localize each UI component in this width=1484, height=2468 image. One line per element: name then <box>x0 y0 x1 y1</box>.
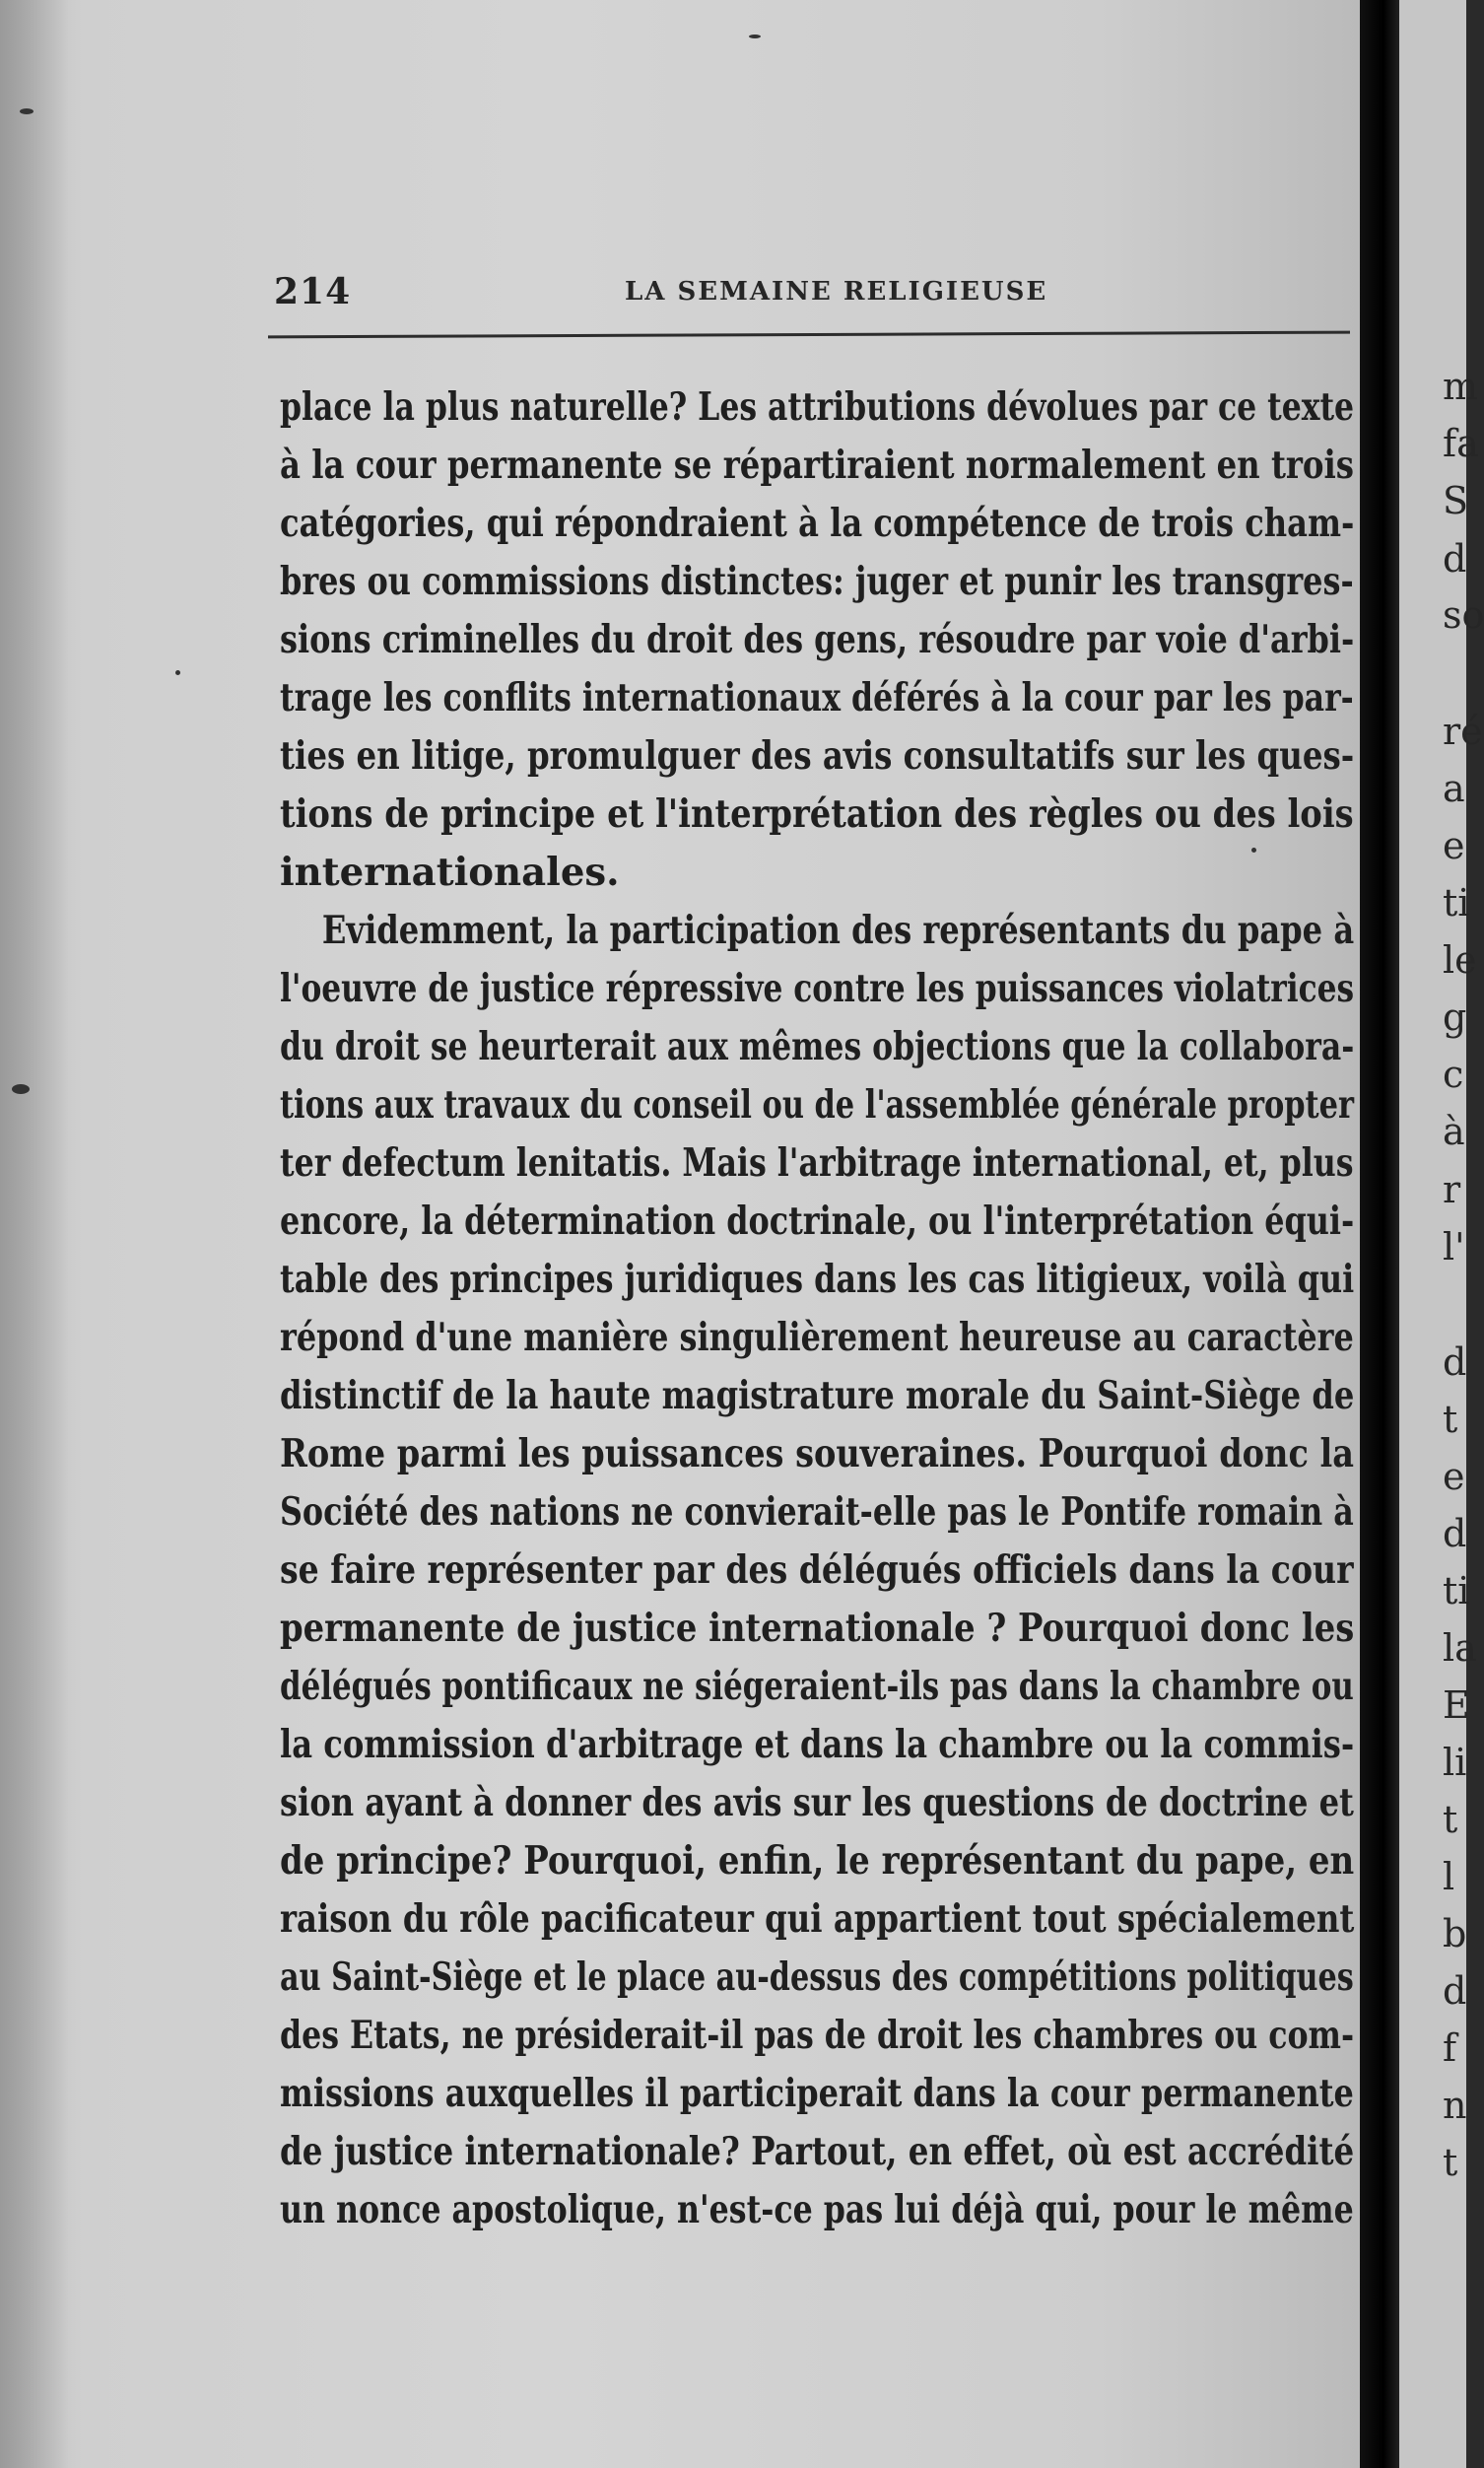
adjacent-page-fragment: g <box>1443 995 1467 1039</box>
adjacent-page-fragment: fa <box>1443 422 1479 465</box>
adjacent-page-fragment: so <box>1443 593 1484 637</box>
adjacent-page-fragment: t <box>1443 1398 1458 1441</box>
text-line: l'oeuvre de justice répressive contre les puissances violatrices <box>280 966 1355 1011</box>
adjacent-page-fragment: m <box>1443 365 1479 408</box>
adjacent-page-fragment: l <box>1443 1855 1455 1898</box>
text-line: la commission d'arbitrage et dans la chambre ou la commis- <box>280 1722 1355 1767</box>
text-line: permanente de justice internationale ? Pourquoi donc les <box>280 1606 1355 1651</box>
adjacent-page-fragment: d <box>1443 1969 1467 2013</box>
adjacent-page-fragment: e <box>1443 1455 1465 1498</box>
adjacent-page-fragment: e <box>1443 824 1465 867</box>
adjacent-page-fragment: a <box>1443 767 1465 810</box>
adjacent-page-fragment: d <box>1443 537 1467 581</box>
text-line: sions criminelles du droit des gens, résoudre par voie d'arbi- <box>280 617 1355 662</box>
text-line: à la cour permanente se répartiraient normalement en trois <box>280 443 1355 488</box>
text-line: de justice internationale? Partout, en effet, où est accrédité <box>280 2129 1355 2174</box>
header-rule <box>268 331 1350 339</box>
text-line: au Saint-Siège et le place au-dessus des compétitions politiques <box>280 1954 1354 2000</box>
text-line: internationales. <box>280 850 620 895</box>
text-line: un nonce apostolique, n'est-ce pas lui déjà qui, pour le même <box>280 2187 1354 2232</box>
text-line: Société des nations ne convierait-elle pas le Pontife romain à <box>280 1489 1354 1535</box>
text-line: encore, la détermination doctrinale, ou l'interprétation équi- <box>280 1199 1355 1244</box>
text-line: Evidemment, la participation des représentants du pape à <box>321 908 1355 953</box>
adjacent-page-fragment: n <box>1443 2084 1467 2127</box>
text-line: Rome parmi les puissances souveraines. Pourquoi donc la <box>280 1431 1355 1476</box>
adjacent-page-fragment: à <box>1443 1110 1465 1153</box>
adjacent-page-fragment: c <box>1443 1053 1464 1096</box>
adjacent-page-fragment: la <box>1443 1626 1477 1670</box>
adjacent-page-fragment: ré <box>1443 710 1483 753</box>
adjacent-page-fragment: S <box>1443 479 1469 522</box>
text-line: raison du rôle pacificateur qui appartient tout spécialement <box>280 1896 1355 1942</box>
text-line: ties en litige, promulguer des avis consultatifs sur les ques- <box>280 733 1355 779</box>
text-line: de principe? Pourquoi, enfin, le représentant du pape, en <box>280 1838 1355 1884</box>
adjacent-page-fragment: l' <box>1443 1225 1465 1268</box>
text-line: du droit se heurterait aux mêmes objections que la collabora- <box>280 1024 1355 1069</box>
binding-gutter <box>1360 0 1399 2468</box>
adjacent-page-fragment: t <box>1443 1798 1458 1841</box>
text-line: place la plus naturelle? Les attributions dévolues par ce texte <box>280 384 1355 430</box>
text-line: délégués pontificaux ne siégeraient-ils pas dans la chambre ou <box>280 1664 1354 1709</box>
text-line: distinctif de la haute magistrature morale du Saint-Siège de <box>280 1373 1355 1418</box>
adjacent-page-fragment: E <box>1443 1683 1470 1727</box>
adjacent-page-fragment: ti <box>1443 1569 1470 1612</box>
page-number: 214 <box>274 271 352 312</box>
adjacent-page-fragment: d <box>1443 1512 1467 1555</box>
text-line: missions auxquelles il participerait dans la cour permanente <box>280 2071 1354 2116</box>
adjacent-page-fragment: t <box>1443 2141 1458 2184</box>
text-line: des Etats, ne présiderait-il pas de droit les chambres ou com- <box>280 2013 1355 2058</box>
text-line: tions aux travaux du conseil ou de l'assemblée générale propter <box>280 1082 1355 1128</box>
page-edge-shadow <box>0 0 69 2468</box>
text-line: ter defectum lenitatis. Mais l'arbitrage international, et, plus <box>280 1140 1354 1186</box>
adjacent-page-fragment: f <box>1443 2026 1457 2070</box>
adjacent-page-fragment: d <box>1443 1340 1467 1384</box>
adjacent-page-fragment: ti <box>1443 881 1470 925</box>
text-line: table des principes juridiques dans les cas litigieux, voilà qui <box>280 1257 1355 1302</box>
running-title: LA SEMAINE RELIGIEUSE <box>625 277 1048 307</box>
text-line: catégories, qui répondraient à la compétence de trois cham- <box>280 501 1355 546</box>
text-line: tions de principe et l'interprétation des règles ou des lois <box>280 791 1354 837</box>
text-line: bres ou commissions distinctes: juger et punir les transgres- <box>280 559 1354 604</box>
adjacent-page-fragment: li <box>1443 1741 1467 1784</box>
body-text <box>280 378 1364 2239</box>
text-line: trage les conflits internationaux déférés à la cour par les par- <box>280 675 1354 720</box>
adjacent-page-fragment: b <box>1443 1912 1467 1955</box>
adjacent-page-fragment: r <box>1443 1168 1461 1211</box>
text-line: répond d'une manière singulièrement heureuse au caractère <box>280 1315 1354 1360</box>
page-header <box>274 271 1358 320</box>
text-line: sion ayant à donner des avis sur les questions de doctrine et <box>280 1780 1354 1825</box>
adjacent-page-fragment: le <box>1443 938 1477 982</box>
adjacent-page-strip <box>1399 0 1484 2468</box>
text-line: se faire représenter par des délégués officiels dans la cour <box>280 1547 1354 1593</box>
